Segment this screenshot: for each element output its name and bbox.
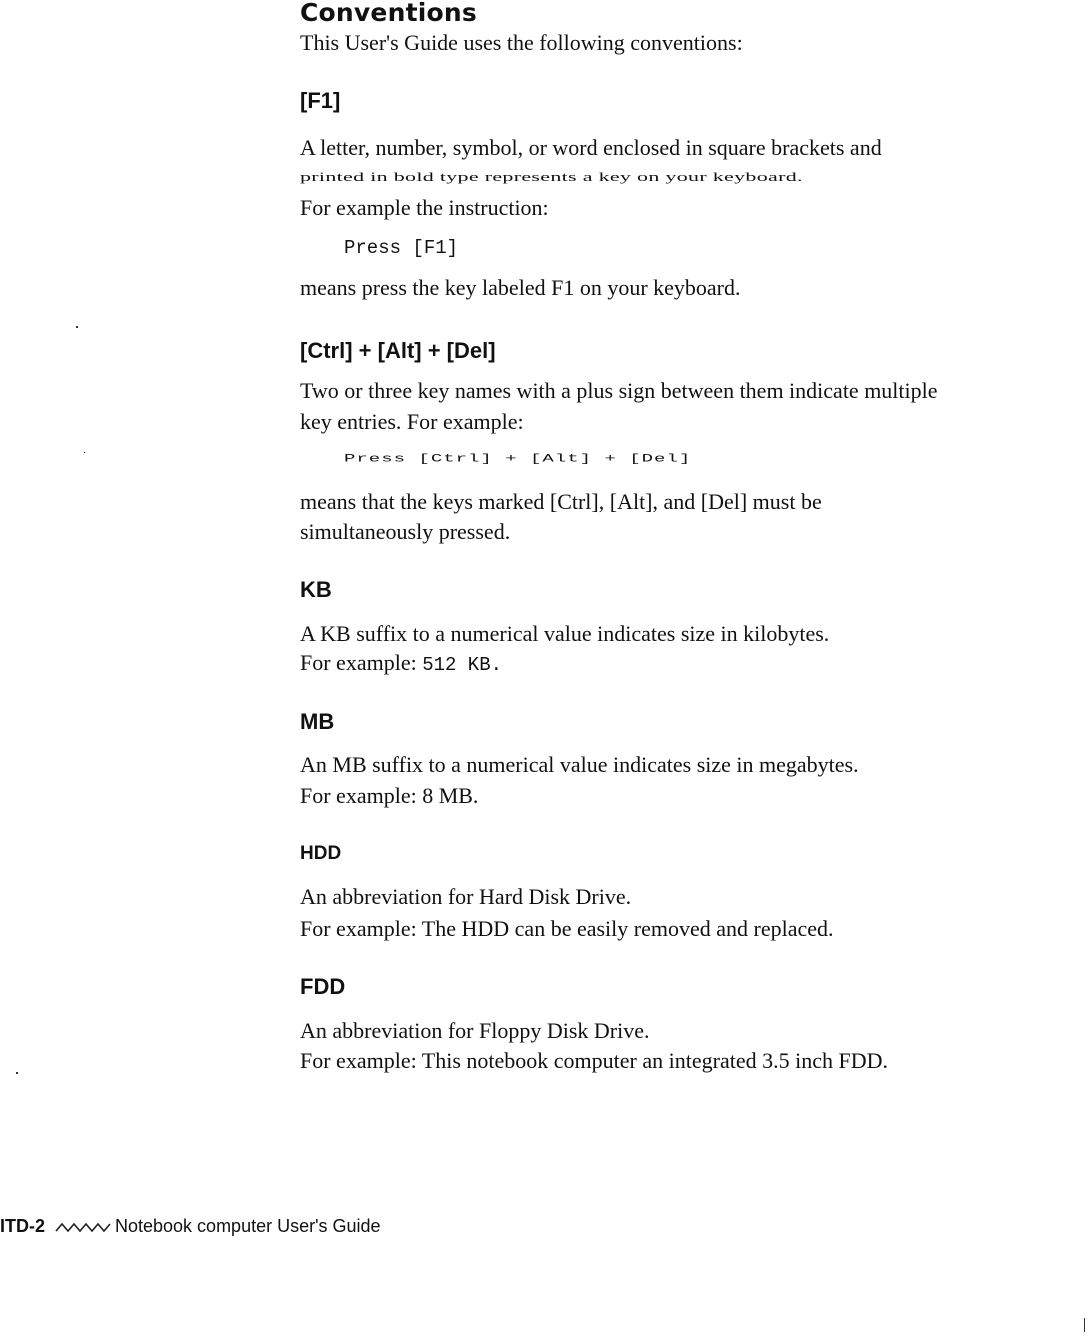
ctrl-code-example: Press [Ctrl] + [Alt] + [Del] [344, 452, 692, 466]
section-heading-kb: KB [300, 577, 332, 602]
fdd-example: For example: This notebook computer an integrated 3.5 inch FDD. [300, 1048, 888, 1073]
wave-icon [55, 1220, 113, 1234]
section-heading-mb: MB [300, 709, 335, 734]
ctrl-description-line-1: Two or three key names with a plus sign between them indicate multiple [300, 378, 938, 403]
scan-speck [76, 326, 78, 328]
hdd-description: An abbreviation for Hard Disk Drive. [300, 884, 632, 909]
f1-explanation: means press the key labeled F1 on your keyboard. [300, 275, 741, 300]
kb-example [300, 650, 502, 676]
f1-description-line-1: A letter, number, symbol, or word enclosed in square brackets and [300, 135, 882, 160]
kb-example-label: For example: [300, 650, 417, 675]
ctrl-explanation-line-1: means that the keys marked [Ctrl], [Alt], and [Del] must be [300, 489, 822, 514]
section-heading-fdd: FDD [300, 974, 346, 999]
f1-example-intro: For example the instruction: [300, 195, 549, 220]
kb-description: A KB suffix to a numerical value indicates size in kilobytes. [300, 621, 830, 646]
kb-example-value: 512 KB. [422, 654, 503, 676]
f1-description-line-2: printed in bold type represents a key on your keyboard. [300, 170, 803, 184]
footer-page-code: ITD-2 [0, 1216, 45, 1236]
mb-description: An MB suffix to a numerical value indicates size in megabytes. [300, 752, 859, 777]
section-heading-f1: [F1] [300, 88, 341, 113]
section-heading-hdd: HDD [300, 843, 342, 864]
scan-speck [16, 1072, 18, 1074]
page-title: Conventions [300, 0, 477, 27]
section-heading-ctrl-alt-del: [Ctrl] + [Alt] + [Del] [300, 338, 496, 363]
scan-speck [1084, 1318, 1085, 1332]
hdd-example: For example: The HDD can be easily removed and replaced. [300, 916, 834, 941]
ctrl-explanation-line-2: simultaneously pressed. [300, 519, 511, 544]
scan-speck [84, 452, 85, 453]
fdd-description: An abbreviation for Floppy Disk Drive. [300, 1018, 650, 1043]
mb-example: For example: 8 MB. [300, 783, 479, 808]
footer-guide-title: Notebook computer User's Guide [115, 1216, 381, 1236]
ctrl-description-line-2: key entries. For example: [300, 409, 524, 434]
f1-code-example: Press [F1] [344, 237, 459, 259]
intro-text: This User's Guide uses the following conventions: [300, 30, 743, 55]
page-footer [0, 1216, 381, 1237]
